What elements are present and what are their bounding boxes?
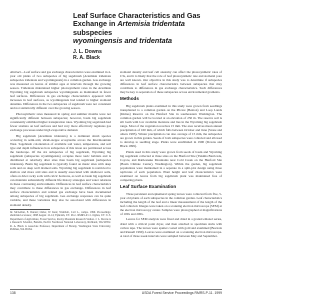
title-line-2-post: subspecies [73, 27, 113, 37]
author-list [73, 49, 102, 62]
right-column [120, 70, 222, 286]
body-paragraph: Leaves for SEM analysis were fixed and dried in a graded ethanol series, dried with a critical point dryer, and then attached to specimen stubs with carbon tape. The leaves were sputter coated with gold and examined (Bozzola and Russell 1999). Leaves were examined on a scanning electron microscope. A total of three-week intervals were sampled between May and September. [120, 217, 222, 238]
page-number: 138 [10, 290, 16, 295]
section-heading-leaf-surface: Leaf Surface Examination [120, 184, 177, 190]
body-paragraph: Photosynthetic rates measured in spring and summer months were not significantly different between subspecies; however, basin big sagebrush consistently exhibited higher transpiration rates. Wyoming big sagebrush had fewer stomata on leaf surfaces and had very more effectively regulates gas exchange processes under high evaporative demand. [10, 111, 111, 133]
paper-title [73, 12, 223, 46]
footnote: In: McArthur, E. Durant; Ostler, W. Kent; Wambolt, Carl L., comps. 1999. Proceedings: shrubland ecotones; 1998 August 12-14; Ephraim, UT. Proc. RMRS-P-11. Ogden, UT: U.S. Department of Agriculture, Forest Service, Rocky Mountain Research Station. J. L. Downs is a Research Scientist, Battelle, Pacific Northwest National Laboratory, Richland, WA 99352. R. A. Black is Associate Professor, Department of Botany, Washington State University, Pullman, WA 99164. [10, 211, 111, 232]
footnote-divider [10, 209, 50, 210]
body-paragraph: stomatal density and leaf cell anatomy can affect the photosynthetic rates of C3s, and it is likely that the role of leaf photosynthetic rate and stomatal pore are well known. Our objective in this study was to determine if subspecies differences in leaf surface characteristics between subspecies that may contribute to differences in gas exchange characteristics. Such differences may be key to separation of these subspecies across environmental gradients. [120, 70, 222, 95]
title-line-2 [73, 20, 223, 37]
body-paragraph: Three persistent and ephemeral spring leaves were collected from five, 5-year old plants of each subspecies in the common garden. Leaf characteristics including the length of the leaf and a linear measurement of the length of the leaf collected. Images were taken on a scanning electron microscope (SEM) at the electron microscopy center. Samples were photographed at magnifications of 100x and 200x. [120, 191, 222, 216]
section-heading-methods: Methods [120, 96, 139, 102]
author-name: J. L. Downs [73, 49, 102, 55]
title-line-2-pre: Exchange in [73, 19, 118, 29]
left-column [10, 70, 111, 286]
abstract-text: —Leaf surface and gas exchange characteristics were examined in 4-year old plants of two subspecies of big sagebrush (Artemisia tridentata subspecies tridentata and wyomingensis) in a common garden. Gas exchange was measured on leaves of similar ages at intervals through the growing season. Tridentata maintained higher photosynthetic rates in the Artemisia Wyoming big sagebrush subspecies wyomingensis as maintained in fewer leaf surfaces. Differences in gas exchange characteristics appeared with increases in leaf surfaces, as wyomingensis had tended to higher stomatal densities. Differences in the two subspecies of sagebrush were not consistent and not statistically different over the growing season. [10, 70, 111, 111]
abstract-label: Abstract [10, 70, 22, 74]
title-species-name: Artemisia tridentata [117, 19, 185, 29]
title-line-3: wyomingensis and tridentata [73, 36, 173, 46]
author-name: R. A. Black [73, 55, 100, 62]
body-paragraph: Plants used in this study were grown from seeds of basin and Wyoming big sagebrush collected at three sites on the Hanford Site (Yakima Barricade, Coyote, and Rattlesnake Mountains near Cold Creek on the Hanford Site (Basin Climate Center), Washington). Within the garden, big sagebrush populations were maintained in a separate in a split-plot design using three replicates of each population. Plant height and leaf characteristics were examined on leaves from big sagebrush plant was maintained free of competing plants. [120, 149, 222, 183]
title-line-1: Leaf Surface Characteristics and Gas [73, 11, 201, 20]
publication-footer: USDA Forest Service Proceedings RMRS-P-11. 1999 [141, 290, 222, 295]
body-paragraph: Big sagebrush (Artemisia tridentata) is a dominant shrub species occurring in semi-arid, shrub-steppe ecosystems across the Intermountain West. Sagebrush colonization of available soil water, temperature, and soil type and depth influences how subspecies of this taxon are partitioned across the landscape. Of the six subspecies of big sagebrush, Wyoming big sagebrush (subspecies wyomingensis) occupies more xeric habitats and is distributed at relatively drier sites than basin big sagebrush (subspecies tridentata). Basin big sagebrush is typically found on mesic sites with deep soils and on deep well drained soils. Wyoming big sagebrush is restricted to shallow and more arid sites and is usually associated with shallower soils, often on drier rocky soils with calcic horizons, as well as basin big sagebrush can maintain substantially different life history strategies and water relations in these contrasting environments. Differences in leaf surface characteristics may contribute to these differences in gas exchange. Differences in leaf surface characteristics and related gas exchange have been documented among subspecies of big sagebrush. Gas exchange responses can be quite variable, and these variations may also be associated with differences in stomatal density. [10, 133, 111, 207]
body-paragraph: Big sagebrush plants examined in this study were grown from seedlings transplanted to a common garden on the Pilcare (Benton) and Loop Lands (Kimes) Reserve on the Hanford Site in southeastern Washington. The common garden will be located at an elevation of 250 m. The reserve soil is silt loam with low available moisture and lies in the Wyoming big sagebrush range. Most of the vegetation receives 15 mm. The area receives mean annual precipitation of 160 mm, of which falls between October and June (Stone and others 1983). Winter precipitation can also average of 15 mm, the subspecies are grown in this garden. Seeds of both subspecies were collected and allowed to develop to seedling stage. Plants were established in 1990 (Downs and Black 1999). [120, 103, 222, 149]
abstract-paragraph [10, 70, 111, 110]
